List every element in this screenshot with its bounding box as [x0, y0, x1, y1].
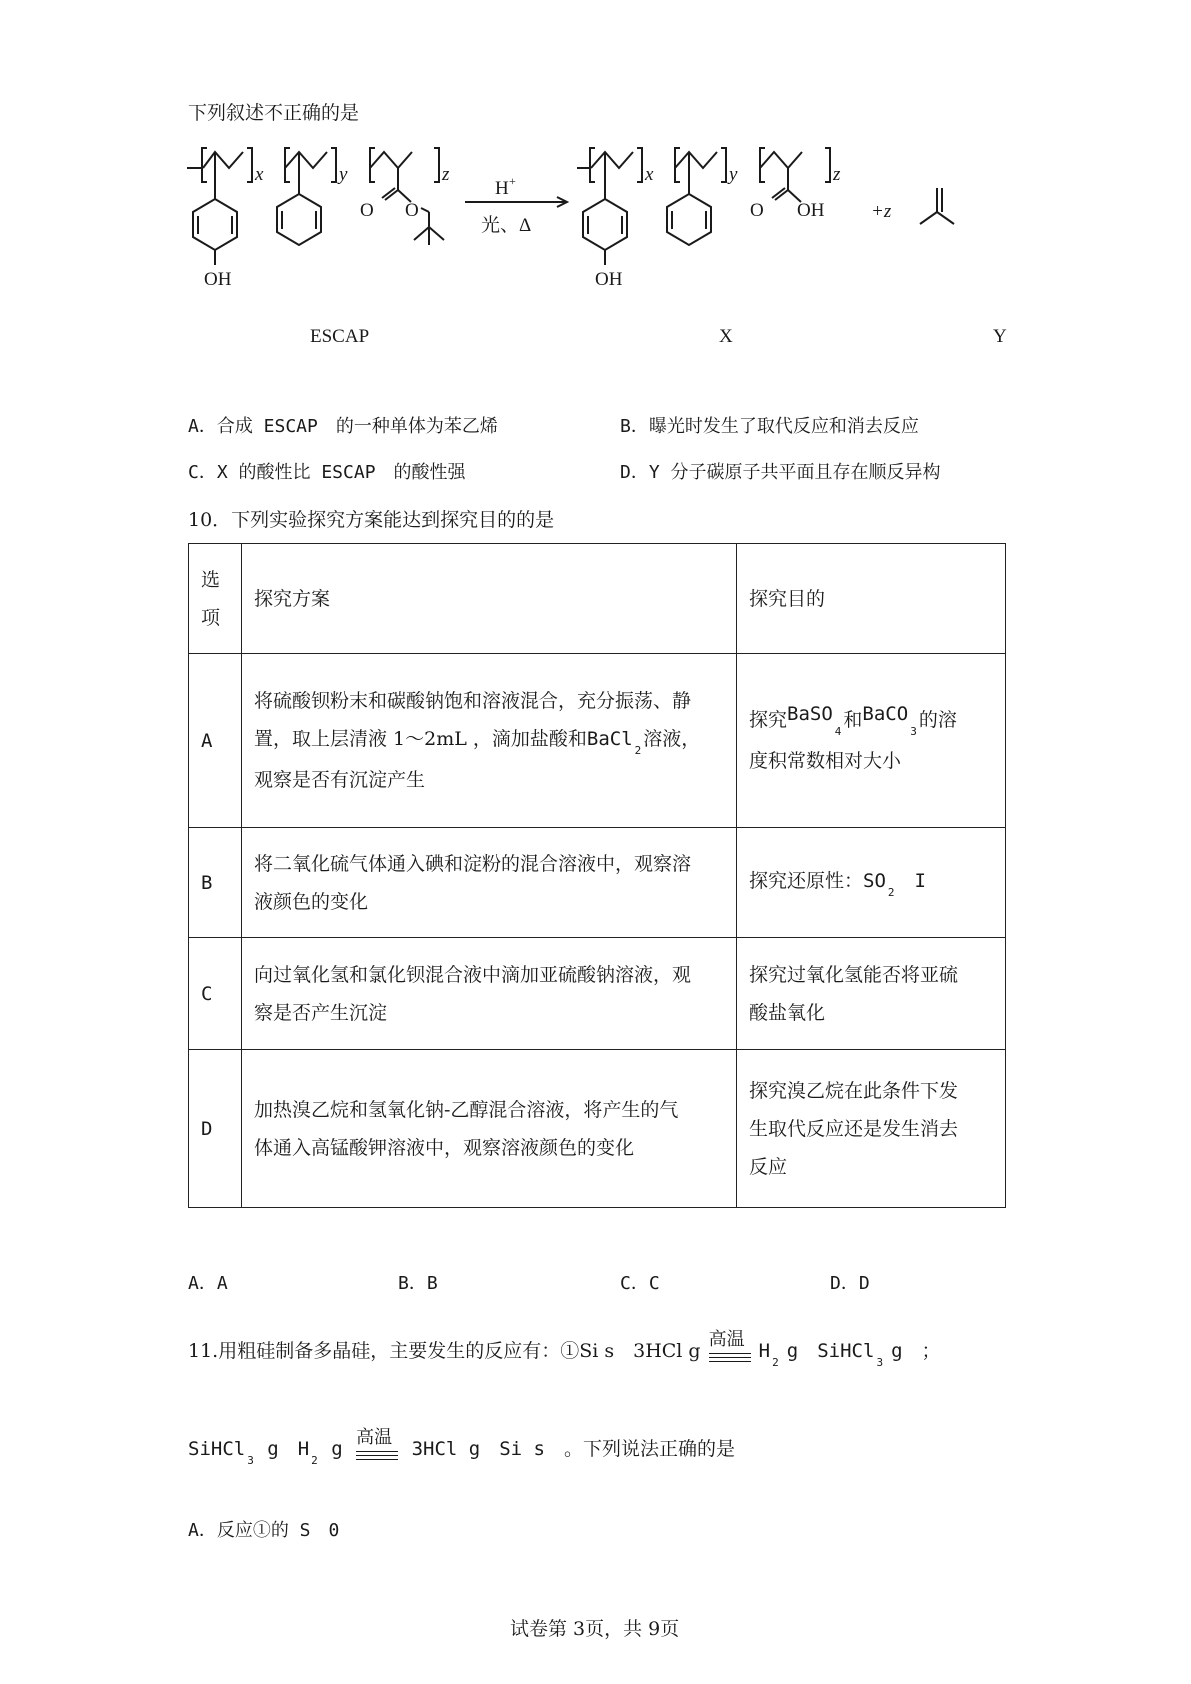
sub-y-escap: y	[339, 164, 348, 185]
question-intro: 下列叙述不正确的是	[188, 102, 360, 124]
condition-bottom: 光、Δ	[481, 215, 532, 236]
condition-top: H	[495, 178, 509, 199]
carbonyl-o-x: O	[750, 200, 764, 221]
acid-oh-x: OH	[797, 200, 825, 221]
option-d: D．Y 分子碳原子共平面且存在顺反异构	[620, 462, 941, 483]
answer-c: C．C	[620, 1273, 660, 1294]
oh-label-escap: OH	[204, 269, 232, 290]
option-b: B．曝光时发生了取代反应和消去反应	[620, 416, 919, 437]
table-row	[189, 1050, 1006, 1208]
page-footer: 试卷第 3页，共 9页	[510, 1618, 680, 1640]
table-header-row	[189, 544, 1006, 654]
answer-a: A．A	[188, 1273, 228, 1294]
row-aim: 探究溴乙烷在此条件下发 生取代反应还是发生消去 反应	[737, 1050, 1006, 1208]
row-aim: 探究过氧化氢能否将亚硫 酸盐氧化	[737, 938, 1006, 1050]
table-row	[189, 938, 1006, 1050]
question-11-option-a: A．反应①的 S 0	[188, 1520, 340, 1541]
row-option: D	[189, 1050, 242, 1208]
plus-z: +z	[871, 201, 892, 222]
experiment-table	[188, 543, 1006, 1208]
sub-y-x: y	[729, 164, 738, 185]
row-plan: 将二氧化硫气体通入碘和淀粉的混合溶液中，观察溶 液颜色的变化	[242, 828, 737, 938]
header-option: 选 项	[189, 544, 242, 654]
row-option: B	[189, 828, 242, 938]
row-aim: 探究还原性：$SO_2I$	[737, 828, 1006, 938]
sub-x-escap: x	[255, 164, 264, 185]
row-plan: 向过氧化氢和氯化钡混合液中滴加亚硫酸钠溶液，观 察是否产生沉淀	[242, 938, 737, 1050]
table-row	[189, 654, 1006, 828]
row-plan: 将硫酸钡粉末和碳酸钠饱和溶液混合，充分振荡、静 置，取上层清液 1～2mL ，滴加盐酸和BaCl$_2$溶液， 观察是否有沉淀产生	[242, 654, 737, 828]
x-label: X	[719, 326, 733, 347]
y-label: Y	[993, 326, 1007, 347]
row-option: C	[189, 938, 242, 1050]
condition-top-sup: +	[509, 174, 516, 188]
option-c: C．X 的酸性比 ESCAP 的酸性强	[188, 462, 466, 483]
reaction-scheme	[185, 140, 1035, 350]
answer-b: B．B	[398, 1273, 438, 1294]
question-10-stem: 10．下列实验探究方案能达到探究目的的是	[188, 509, 555, 531]
option-a: A．合成 ESCAP 的一种单体为苯乙烯	[188, 416, 498, 437]
question-11-reaction-2: SiHCl$_3$ g $H_2$ g 高温 3HCl g Si s 。下列说法正确的是	[188, 1427, 735, 1467]
carbonyl-o-escap: O	[360, 200, 374, 221]
escap-label: ESCAP	[310, 326, 370, 347]
row-option: A	[189, 654, 242, 828]
question-11-stem: 11.用粗硅制备多晶硅，主要发生的反应有：①Si s 3HCl g 高温 $H_2$ g SiHCl$_3$ g ；	[188, 1329, 941, 1369]
header-plan: 探究方案	[242, 544, 737, 654]
sub-z-escap: z	[442, 164, 450, 185]
ester-o-escap: O	[405, 200, 419, 221]
oh-label-x: OH	[595, 269, 623, 290]
header-aim: 探究目的	[737, 544, 1006, 654]
row-aim: 探究BaSO$_4$和BaCO$_3$的溶 度积常数相对大小	[737, 654, 1006, 828]
sub-z-x: z	[833, 164, 841, 185]
row-plan: 加热溴乙烷和氢氧化钠-乙醇混合溶液，将产生的气 体通入高锰酸钾溶液中，观察溶液颜色的变化	[242, 1050, 737, 1208]
answer-d: D．D	[830, 1273, 870, 1294]
table-row	[189, 828, 1006, 938]
sub-x-x: x	[645, 164, 654, 185]
